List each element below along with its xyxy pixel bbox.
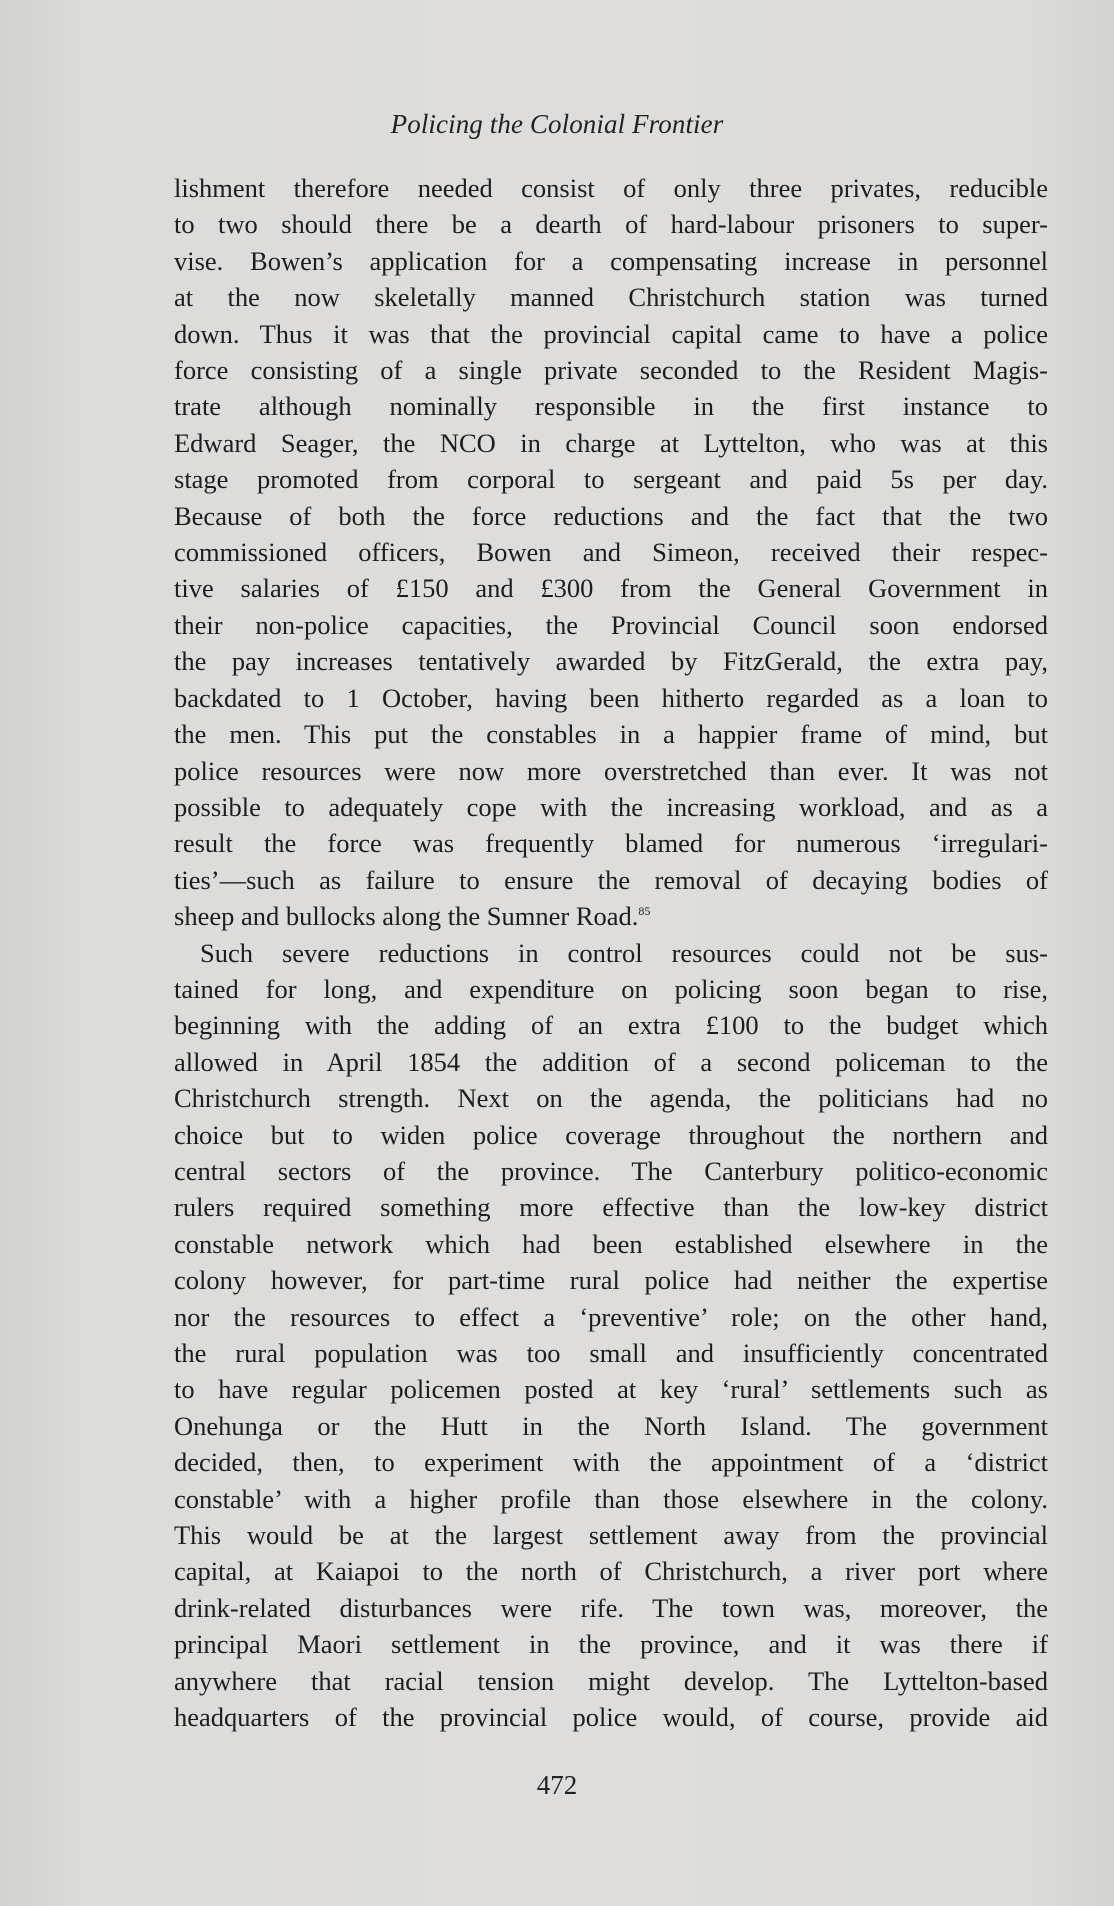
text-line <box>174 570 1048 606</box>
body-text <box>174 170 1048 1735</box>
text-line <box>174 643 1048 679</box>
line-text: result the force was frequently blamed for numerous ‘irregulari- <box>174 828 1048 859</box>
footnote-reference[interactable]: 85 <box>638 904 651 919</box>
text-line <box>174 1299 1048 1335</box>
running-title: Policing the Colonial Frontier <box>390 109 724 139</box>
text-line <box>174 753 1048 789</box>
text-line <box>174 1226 1048 1262</box>
line-text: nor the resources to effect a ‘preventive’ role; on the other hand, <box>174 1301 1048 1332</box>
line-text: sheep and bullocks along the Sumner Road. <box>174 901 639 932</box>
text-line <box>174 1663 1048 1699</box>
text-line <box>174 789 1048 825</box>
line-text: at the now skeletally manned Christchurch station was turned <box>174 282 1048 313</box>
text-line <box>174 1517 1048 1553</box>
line-text: constable network which had been established elsewhere in the <box>174 1228 1048 1259</box>
line-text: colony however, for part-time rural police had neither the expertise <box>174 1265 1048 1296</box>
text-line <box>174 498 1048 534</box>
line-text: choice but to widen police coverage throughout the northern and <box>174 1119 1048 1150</box>
line-text: beginning with the adding of an extra £100 to the budget which <box>174 1010 1048 1041</box>
text-line <box>174 607 1048 643</box>
line-text: down. Thus it was that the provincial capital came to have a police <box>174 318 1048 349</box>
paragraph <box>174 935 1048 1736</box>
line-text: Edward Seager, the NCO in charge at Lyttelton, who was at this <box>174 427 1048 458</box>
line-text: their non-police capacities, the Provincial Council soon endorsed <box>174 609 1048 640</box>
text-line <box>174 1626 1048 1662</box>
text-line <box>174 935 1048 971</box>
text-line <box>174 1335 1048 1371</box>
line-text: allowed in April 1854 the addition of a second policeman to the <box>174 1046 1048 1077</box>
line-text: Such severe reductions in control resources could not be sus- <box>200 937 1048 968</box>
paragraph <box>174 170 1048 935</box>
line-text: to two should there be a dearth of hard-labour prisoners to super- <box>174 209 1048 240</box>
line-text: backdated to 1 October, having been hitherto regarded as a loan to <box>174 682 1048 713</box>
text-line <box>174 1553 1048 1589</box>
text-line <box>174 680 1048 716</box>
text-line <box>174 1044 1048 1080</box>
line-text: rulers required something more effective than the low-key district <box>174 1192 1048 1223</box>
text-line <box>174 1007 1048 1043</box>
line-text: force consisting of a single private seconded to the Resident Magis- <box>174 355 1048 386</box>
text-line <box>174 425 1048 461</box>
text-line <box>174 716 1048 752</box>
text-line <box>174 352 1048 388</box>
line-text: This would be at the largest settlement away from the provincial <box>174 1520 1048 1551</box>
text-line <box>174 243 1048 279</box>
text-line <box>174 1117 1048 1153</box>
text-line <box>174 206 1048 242</box>
line-text: lishment therefore needed consist of only three privates, reducible <box>174 173 1048 203</box>
text-line <box>174 1408 1048 1444</box>
text-line <box>174 1080 1048 1116</box>
line-text: tive salaries of £150 and £300 from the General Government in <box>174 573 1048 604</box>
text-line <box>174 1371 1048 1407</box>
line-text: Christchurch strength. Next on the agenda, the politicians had no <box>174 1083 1048 1114</box>
text-line <box>174 534 1048 570</box>
line-text: ties’—such as failure to ensure the removal of decaying bodies of <box>174 864 1048 895</box>
text-line <box>174 1590 1048 1626</box>
text-line <box>174 170 1048 206</box>
line-text: possible to adequately cope with the increasing workload, and as a <box>174 791 1048 822</box>
line-text: the pay increases tentatively awarded by FitzGerald, the extra pay, <box>174 646 1048 677</box>
text-line <box>174 388 1048 424</box>
text-line <box>174 1444 1048 1480</box>
text-line <box>174 279 1048 315</box>
line-text: decided, then, to experiment with the appointment of a ‘district <box>174 1447 1048 1478</box>
line-text: Because of both the force reductions and the fact that the two <box>174 500 1048 531</box>
line-text: the rural population was too small and insufficiently concentrated <box>174 1338 1048 1368</box>
line-text: tained for long, and expenditure on policing soon began to rise, <box>174 973 1048 1004</box>
line-text: principal Maori settlement in the province, and it was there if <box>174 1629 1048 1660</box>
text-line <box>174 461 1048 497</box>
text-line <box>174 316 1048 352</box>
line-text: anywhere that racial tension might develop. The Lyttelton-based <box>174 1665 1048 1696</box>
text-line <box>174 825 1048 861</box>
line-text: capital, at Kaiapoi to the north of Christchurch, a river port where <box>174 1556 1048 1587</box>
text-line <box>174 1189 1048 1225</box>
text-line <box>174 1262 1048 1298</box>
text-line <box>174 1699 1048 1735</box>
line-text: stage promoted from corporal to sergeant and paid 5s per day. <box>174 464 1048 495</box>
line-text: to have regular policemen posted at key ‘rural’ settlements such as <box>174 1374 1048 1405</box>
line-text: constable’ with a higher profile than those elsewhere in the colony. <box>174 1483 1048 1514</box>
text-line <box>174 971 1048 1007</box>
text-line <box>174 1153 1048 1189</box>
text-line <box>174 862 1048 898</box>
page-number: 472 <box>536 1770 578 1800</box>
line-text: police resources were now more overstretched than ever. It was not <box>174 755 1048 786</box>
line-text: drink-related disturbances were rife. The town was, moreover, the <box>174 1592 1048 1623</box>
text-line <box>174 1481 1048 1517</box>
line-text: commissioned officers, Bowen and Simeon, received their respec- <box>174 537 1048 568</box>
text-line <box>174 898 1048 934</box>
line-text: Onehunga or the Hutt in the North Island. The government <box>174 1410 1048 1441</box>
line-text: trate although nominally responsible in the first instance to <box>174 391 1048 422</box>
line-text: headquarters of the provincial police would, of course, provide aid <box>174 1702 1048 1733</box>
line-text: vise. Bowen’s application for a compensating increase in personnel <box>174 245 1048 276</box>
line-text: the men. This put the constables in a happier frame of mind, but <box>174 719 1048 750</box>
line-text: central sectors of the province. The Canterbury politico-economic <box>174 1155 1048 1186</box>
